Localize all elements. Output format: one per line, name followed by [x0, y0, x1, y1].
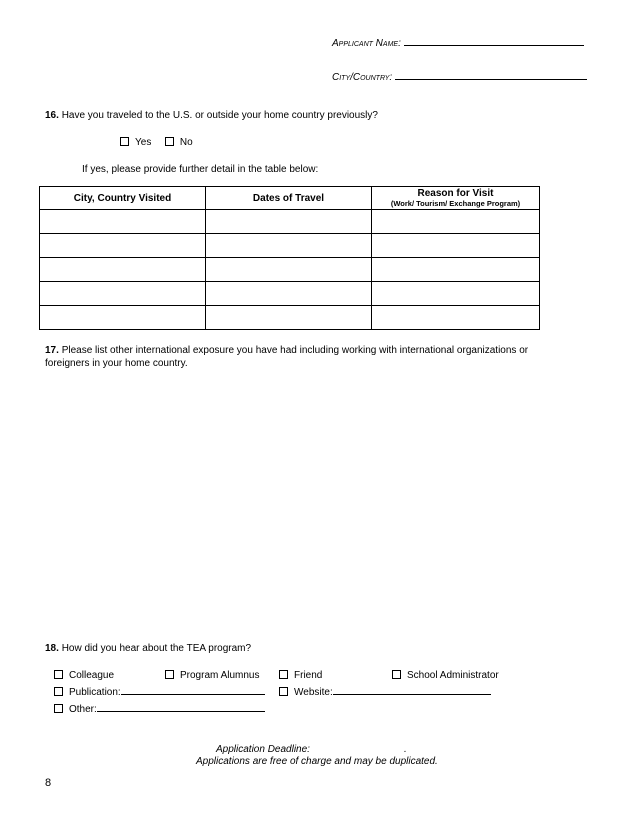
- table-cell[interactable]: [372, 282, 540, 306]
- publication-line[interactable]: [121, 694, 265, 695]
- col-reason-title: Reason for Visit: [417, 188, 494, 199]
- option-program-alumnus: [165, 670, 259, 681]
- publication-checkbox[interactable]: [54, 687, 63, 696]
- question-17-text: Please list other international exposure you have had including working with international organizations or foreigners in your home country.: [45, 345, 529, 369]
- city-country-label: City/Country:: [332, 72, 393, 83]
- other-label: Other:: [69, 704, 97, 715]
- table-cell[interactable]: [372, 306, 540, 330]
- option-friend: [279, 670, 322, 681]
- deadline-label: Application Deadline:: [216, 744, 310, 755]
- website-line[interactable]: [333, 694, 491, 695]
- city-country-line[interactable]: [395, 79, 587, 80]
- yes-label: Yes: [135, 137, 152, 148]
- program-alumnus-checkbox[interactable]: [165, 670, 174, 679]
- question-18: [45, 643, 251, 654]
- website-checkbox[interactable]: [279, 687, 288, 696]
- col-city-country: City, Country Visited: [40, 187, 206, 210]
- question-17-answer-area[interactable]: [45, 376, 565, 626]
- question-16-number: 16.: [45, 110, 59, 121]
- travel-table: [39, 186, 540, 330]
- table-cell[interactable]: [206, 234, 372, 258]
- table-cell[interactable]: [40, 306, 206, 330]
- travel-table-header: [40, 187, 540, 210]
- table-cell[interactable]: [372, 210, 540, 234]
- school-administrator-label: School Administrator: [407, 670, 499, 681]
- table-row: [40, 306, 540, 330]
- table-cell[interactable]: [372, 234, 540, 258]
- no-label: No: [179, 137, 193, 148]
- colleague-checkbox[interactable]: [54, 670, 63, 679]
- table-cell[interactable]: [40, 234, 206, 258]
- page-number: 8: [45, 777, 52, 789]
- table-cell[interactable]: [206, 258, 372, 282]
- colleague-label: Colleague: [69, 670, 115, 681]
- table-cell[interactable]: [206, 306, 372, 330]
- table-cell[interactable]: [40, 258, 206, 282]
- program-alumnus-label: Program Alumnus: [180, 670, 260, 681]
- school-administrator-checkbox[interactable]: [392, 670, 401, 679]
- yes-checkbox[interactable]: [120, 137, 129, 146]
- applicant-name-line[interactable]: [404, 45, 584, 46]
- table-row: [40, 282, 540, 306]
- option-school-administrator: [392, 670, 499, 681]
- other-line[interactable]: [97, 711, 265, 712]
- option-website: [279, 687, 491, 698]
- question-16: [45, 110, 378, 121]
- col-dates: Dates of Travel: [206, 187, 372, 210]
- website-label: Website:: [294, 687, 333, 698]
- question-16-options: [120, 137, 193, 148]
- question-17-number: 17.: [45, 345, 59, 356]
- publication-label: Publication:: [69, 687, 121, 698]
- table-cell[interactable]: [206, 210, 372, 234]
- friend-checkbox[interactable]: [279, 670, 288, 679]
- no-checkbox[interactable]: [165, 137, 174, 146]
- option-publication: [54, 687, 265, 698]
- table-cell[interactable]: [372, 258, 540, 282]
- table-cell[interactable]: [40, 282, 206, 306]
- deadline-end: .: [403, 744, 407, 755]
- question-17: [45, 344, 565, 370]
- footer-note: Applications are free of charge and may be duplicated.: [196, 756, 438, 767]
- deadline-line: [216, 744, 407, 755]
- col-reason: [372, 187, 540, 210]
- applicant-name-field: [332, 38, 584, 49]
- applicant-name-label: Applicant Name:: [332, 38, 401, 49]
- friend-label: Friend: [294, 670, 323, 681]
- question-18-number: 18.: [45, 643, 59, 654]
- question-18-text: How did you hear about the TEA program?: [61, 643, 252, 654]
- option-other: [54, 704, 265, 715]
- table-cell[interactable]: [206, 282, 372, 306]
- question-16-text: Have you traveled to the U.S. or outside your home country previously?: [61, 110, 378, 121]
- table-row: [40, 258, 540, 282]
- table-row: [40, 234, 540, 258]
- col-reason-subtitle: (Work/ Tourism/ Exchange Program): [390, 199, 521, 208]
- other-checkbox[interactable]: [54, 704, 63, 713]
- option-colleague: [54, 670, 114, 681]
- table-cell[interactable]: [40, 210, 206, 234]
- city-country-field: [332, 72, 587, 83]
- question-16-followup: If yes, please provide further detail in the table below:: [82, 164, 319, 175]
- table-row: [40, 210, 540, 234]
